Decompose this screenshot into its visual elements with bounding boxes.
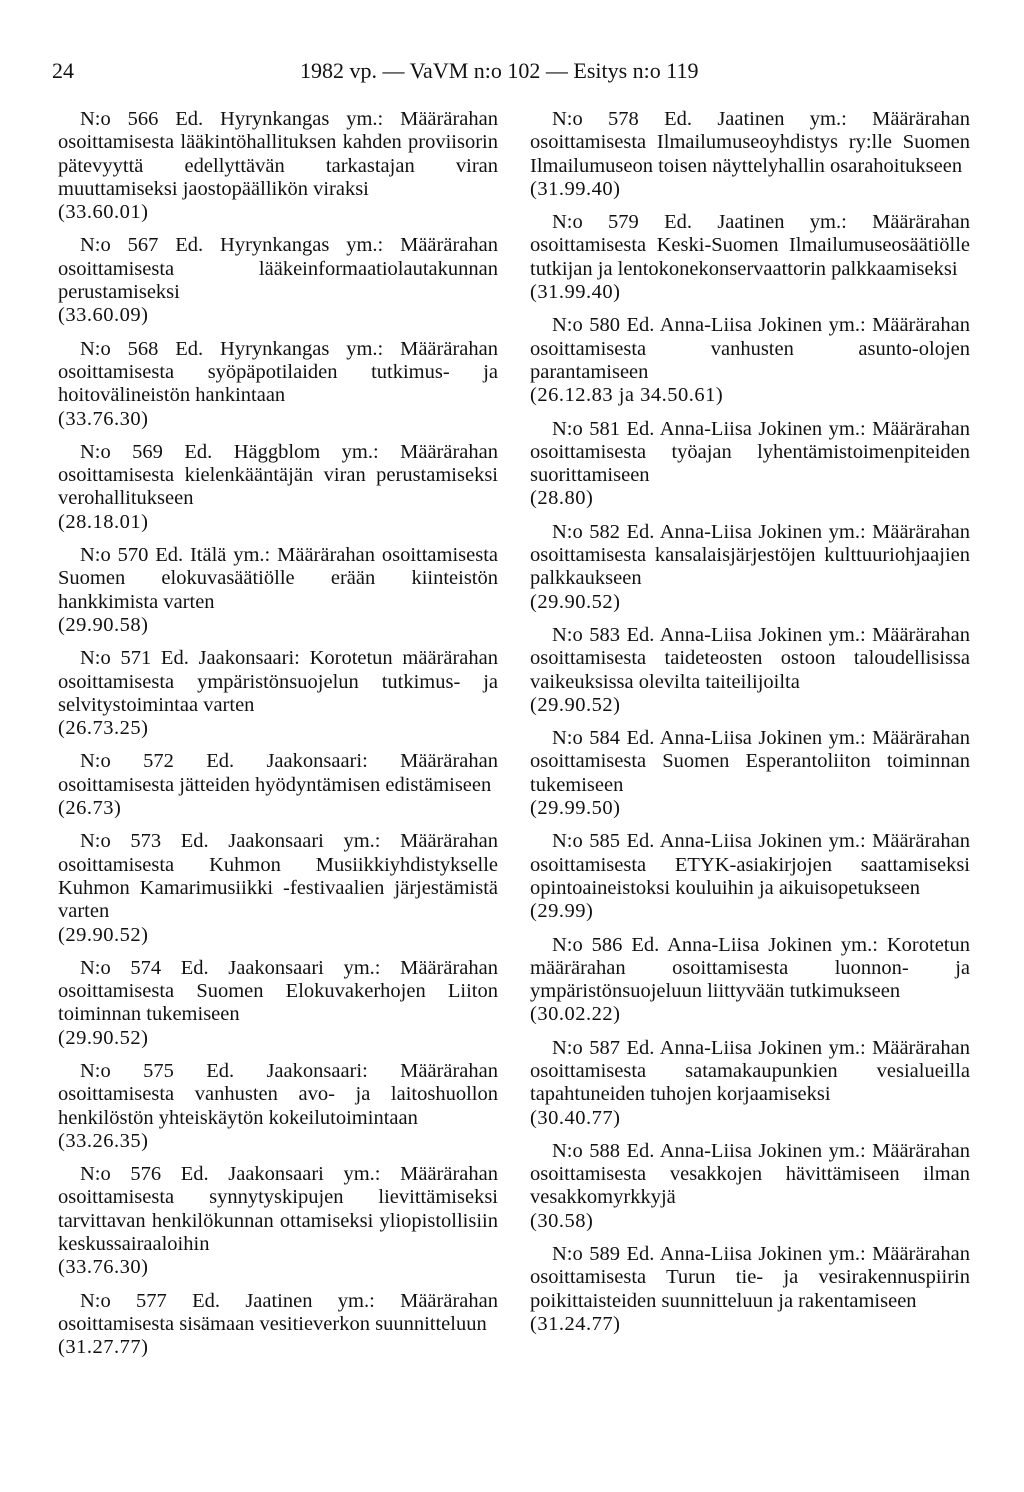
budget-code: (31.24.77) bbox=[530, 1312, 621, 1335]
motion-entry bbox=[58, 234, 498, 327]
budget-code: (33.60.01) bbox=[58, 201, 149, 224]
motion-text: N:o 588 Ed. Anna-Liisa Jokinen ym.: Määrärahan osoittamisesta vesakkojen hävittämiseen ilman vesakkomyrkkyjä bbox=[530, 1139, 970, 1209]
budget-code: (29.90.52) bbox=[58, 923, 149, 946]
budget-code: (29.90.52) bbox=[58, 1026, 149, 1049]
motion-text: N:o 575 Ed. Jaakonsaari: Määrärahan osoittamisesta vanhusten avo- ja laitoshuollon henkilöstön yhteiskäytön kokeilutoimintaan bbox=[58, 1059, 498, 1129]
motion-entry bbox=[58, 647, 498, 740]
motion-text: N:o 574 Ed. Jaakonsaari ym.: Määrärahan osoittamisesta Suomen Elokuvakerhojen Liiton toiminnan tukemiseen bbox=[58, 956, 498, 1026]
budget-code: (33.76.30) bbox=[58, 407, 149, 430]
motion-entry bbox=[58, 957, 498, 1050]
budget-code: (26.73.25) bbox=[58, 717, 149, 740]
motion-entry bbox=[58, 441, 498, 534]
page-number: 24 bbox=[52, 58, 74, 83]
running-title: 1982 vp. — VaVM n:o 102 — Esitys n:o 119 bbox=[300, 58, 699, 83]
motion-text: N:o 582 Ed. Anna-Liisa Jokinen ym.: Määrärahan osoittamisesta kansalaisjärjestöjen kulttuuriohjaajien palkkaukseen bbox=[530, 520, 970, 590]
motion-entry bbox=[58, 544, 498, 637]
motion-entry bbox=[58, 830, 498, 946]
motion-text: N:o 584 Ed. Anna-Liisa Jokinen ym.: Määrärahan osoittamisesta Suomen Esperantoliiton toiminnan tukemiseen bbox=[530, 727, 970, 796]
motion-entry bbox=[530, 314, 970, 407]
motion-text: N:o 587 Ed. Anna-Liisa Jokinen ym.: Määrärahan osoittamisesta satamakaupunkien vesialueilla tapahtuneiden tuhojen korjaamiseksi bbox=[530, 1036, 970, 1106]
right-column bbox=[530, 108, 970, 1346]
motion-text: N:o 577 Ed. Jaatinen ym.: Määrärahan osoittamisesta sisämaan vesitieverkon suunnitteluun bbox=[58, 1289, 498, 1335]
motion-entry bbox=[58, 750, 498, 820]
budget-code: (31.99.40) bbox=[530, 177, 621, 200]
budget-code: (29.90.58) bbox=[58, 613, 149, 636]
budget-code: (30.58) bbox=[530, 1209, 594, 1232]
budget-code: (28.18.01) bbox=[58, 510, 149, 533]
motion-entry bbox=[530, 1037, 970, 1130]
budget-code: (33.76.30) bbox=[58, 1256, 149, 1279]
budget-code: (29.90.52) bbox=[530, 693, 621, 716]
motion-entry bbox=[530, 1140, 970, 1233]
budget-code: (28.80) bbox=[530, 487, 594, 510]
motion-text: N:o 586 Ed. Anna-Liisa Jokinen ym.: Korotetun määrärahan osoittamisesta luonnon- ja ympäristönsuojeluun liittyvään tutkimukseen bbox=[530, 933, 970, 1003]
motion-entry bbox=[530, 418, 970, 511]
budget-code: (29.99) bbox=[530, 900, 594, 923]
motion-text: N:o 572 Ed. Jaakonsaari: Määrärahan osoittamisesta jätteiden hyödyntämisen edistämiseen bbox=[58, 750, 498, 796]
motion-text: N:o 569 Ed. Häggblom ym.: Määrärahan osoittamisesta kielenkääntäjän viran perustamiseksi verohallitukseen bbox=[58, 440, 498, 510]
motion-entry bbox=[530, 934, 970, 1027]
motion-text: N:o 571 Ed. Jaakonsaari: Korotetun määrärahan osoittamisesta ympäristönsuojelun tutkimus- ja selvitystoimintaa varten bbox=[58, 647, 498, 716]
motion-entry bbox=[58, 108, 498, 224]
budget-code: (31.27.77) bbox=[58, 1336, 149, 1359]
motion-entry bbox=[530, 727, 970, 820]
motion-entry bbox=[530, 1243, 970, 1336]
motion-entry bbox=[530, 521, 970, 614]
budget-code: (26.12.83 ja 34.50.61) bbox=[530, 384, 724, 407]
motion-text: N:o 581 Ed. Anna-Liisa Jokinen ym.: Määrärahan osoittamisesta työajan lyhentämistoimenpiteiden suorittamiseen bbox=[530, 417, 970, 487]
motion-entry bbox=[58, 1163, 498, 1279]
motion-text: N:o 578 Ed. Jaatinen ym.: Määrärahan osoittamisesta Ilmailumuseoyhdistys ry:lle Suomen Ilmailumuseon toisen näyttelyhallin osarahoitukseen bbox=[530, 108, 970, 177]
budget-code: (30.40.77) bbox=[530, 1106, 621, 1129]
budget-code: (29.99.50) bbox=[530, 797, 621, 820]
motion-text: N:o 570 Ed. Itälä ym.: Määrärahan osoittamisesta Suomen elokuvasäätiölle erään kiinteistön hankkimista varten bbox=[58, 544, 498, 613]
left-column bbox=[58, 108, 498, 1370]
budget-code: (26.73) bbox=[58, 797, 122, 820]
motion-text: N:o 585 Ed. Anna-Liisa Jokinen ym.: Määrärahan osoittamisesta ETYK-asiakirjojen saattamiseksi opintoaineistoksi kouluihin ja aikuisopetukseen bbox=[530, 830, 970, 899]
budget-code: (31.99.40) bbox=[530, 281, 621, 304]
budget-code: (30.02.22) bbox=[530, 1003, 621, 1026]
budget-code: (33.60.09) bbox=[58, 304, 149, 327]
motion-entry bbox=[58, 1060, 498, 1153]
budget-code: (33.26.35) bbox=[58, 1129, 149, 1152]
motion-entry bbox=[530, 624, 970, 717]
motion-text: N:o 583 Ed. Anna-Liisa Jokinen ym.: Määrärahan osoittamisesta taideteosten ostoon taloudellisissa vaikeuksissa olevilta taiteilijoilta bbox=[530, 623, 970, 693]
motion-entry bbox=[530, 108, 970, 201]
motion-text: N:o 579 Ed. Jaatinen ym.: Määrärahan osoittamisesta Keski-Suomen Ilmailumuseosäätiölle tutkijan ja lentokonekonservaattorin palkkaamiseksi bbox=[530, 211, 970, 280]
motion-entry bbox=[530, 211, 970, 304]
motion-entry bbox=[530, 830, 970, 923]
motion-text: N:o 573 Ed. Jaakonsaari ym.: Määrärahan osoittamisesta Kuhmon Musiikkiyhdistykselle Kuhmon Kamarimusiikki -festivaalien järjestämistä varten bbox=[58, 830, 498, 923]
motion-entry bbox=[58, 1290, 498, 1360]
motion-entry bbox=[58, 338, 498, 431]
motion-text: N:o 568 Ed. Hyrynkangas ym.: Määrärahan osoittamisesta syöpäpotilaiden tutkimus- ja hoitovälineistön hankintaan bbox=[58, 337, 498, 407]
motion-text: N:o 589 Ed. Anna-Liisa Jokinen ym.: Määrärahan osoittamisesta Turun tie- ja vesirakennuspiirin poikittaisteiden suunnitteluun ja rakentamiseen bbox=[530, 1243, 970, 1312]
page-header bbox=[52, 58, 972, 92]
motion-text: N:o 567 Ed. Hyrynkangas ym.: Määrärahan osoittamisesta lääkeinformaatiolautakunnan perustamiseksi bbox=[58, 234, 498, 304]
motion-text: N:o 580 Ed. Anna-Liisa Jokinen ym.: Määrärahan osoittamisesta vanhusten asunto-olojen parantamiseen bbox=[530, 314, 970, 383]
motion-text: N:o 576 Ed. Jaakonsaari ym.: Määrärahan osoittamisesta synnytyskipujen lievittämiseksi tarvittavan henkilökunnan ottamiseksi yliopistollisiin keskussairaaloihin bbox=[58, 1163, 498, 1256]
motion-text: N:o 566 Ed. Hyrynkangas ym.: Määrärahan osoittamisesta lääkintöhallituksen kahden proviisorin pätevyyttä edellyttävän tarkastajan viran muuttamiseksi jaostopäällikön viraksi bbox=[58, 108, 498, 200]
budget-code: (29.90.52) bbox=[530, 590, 621, 613]
